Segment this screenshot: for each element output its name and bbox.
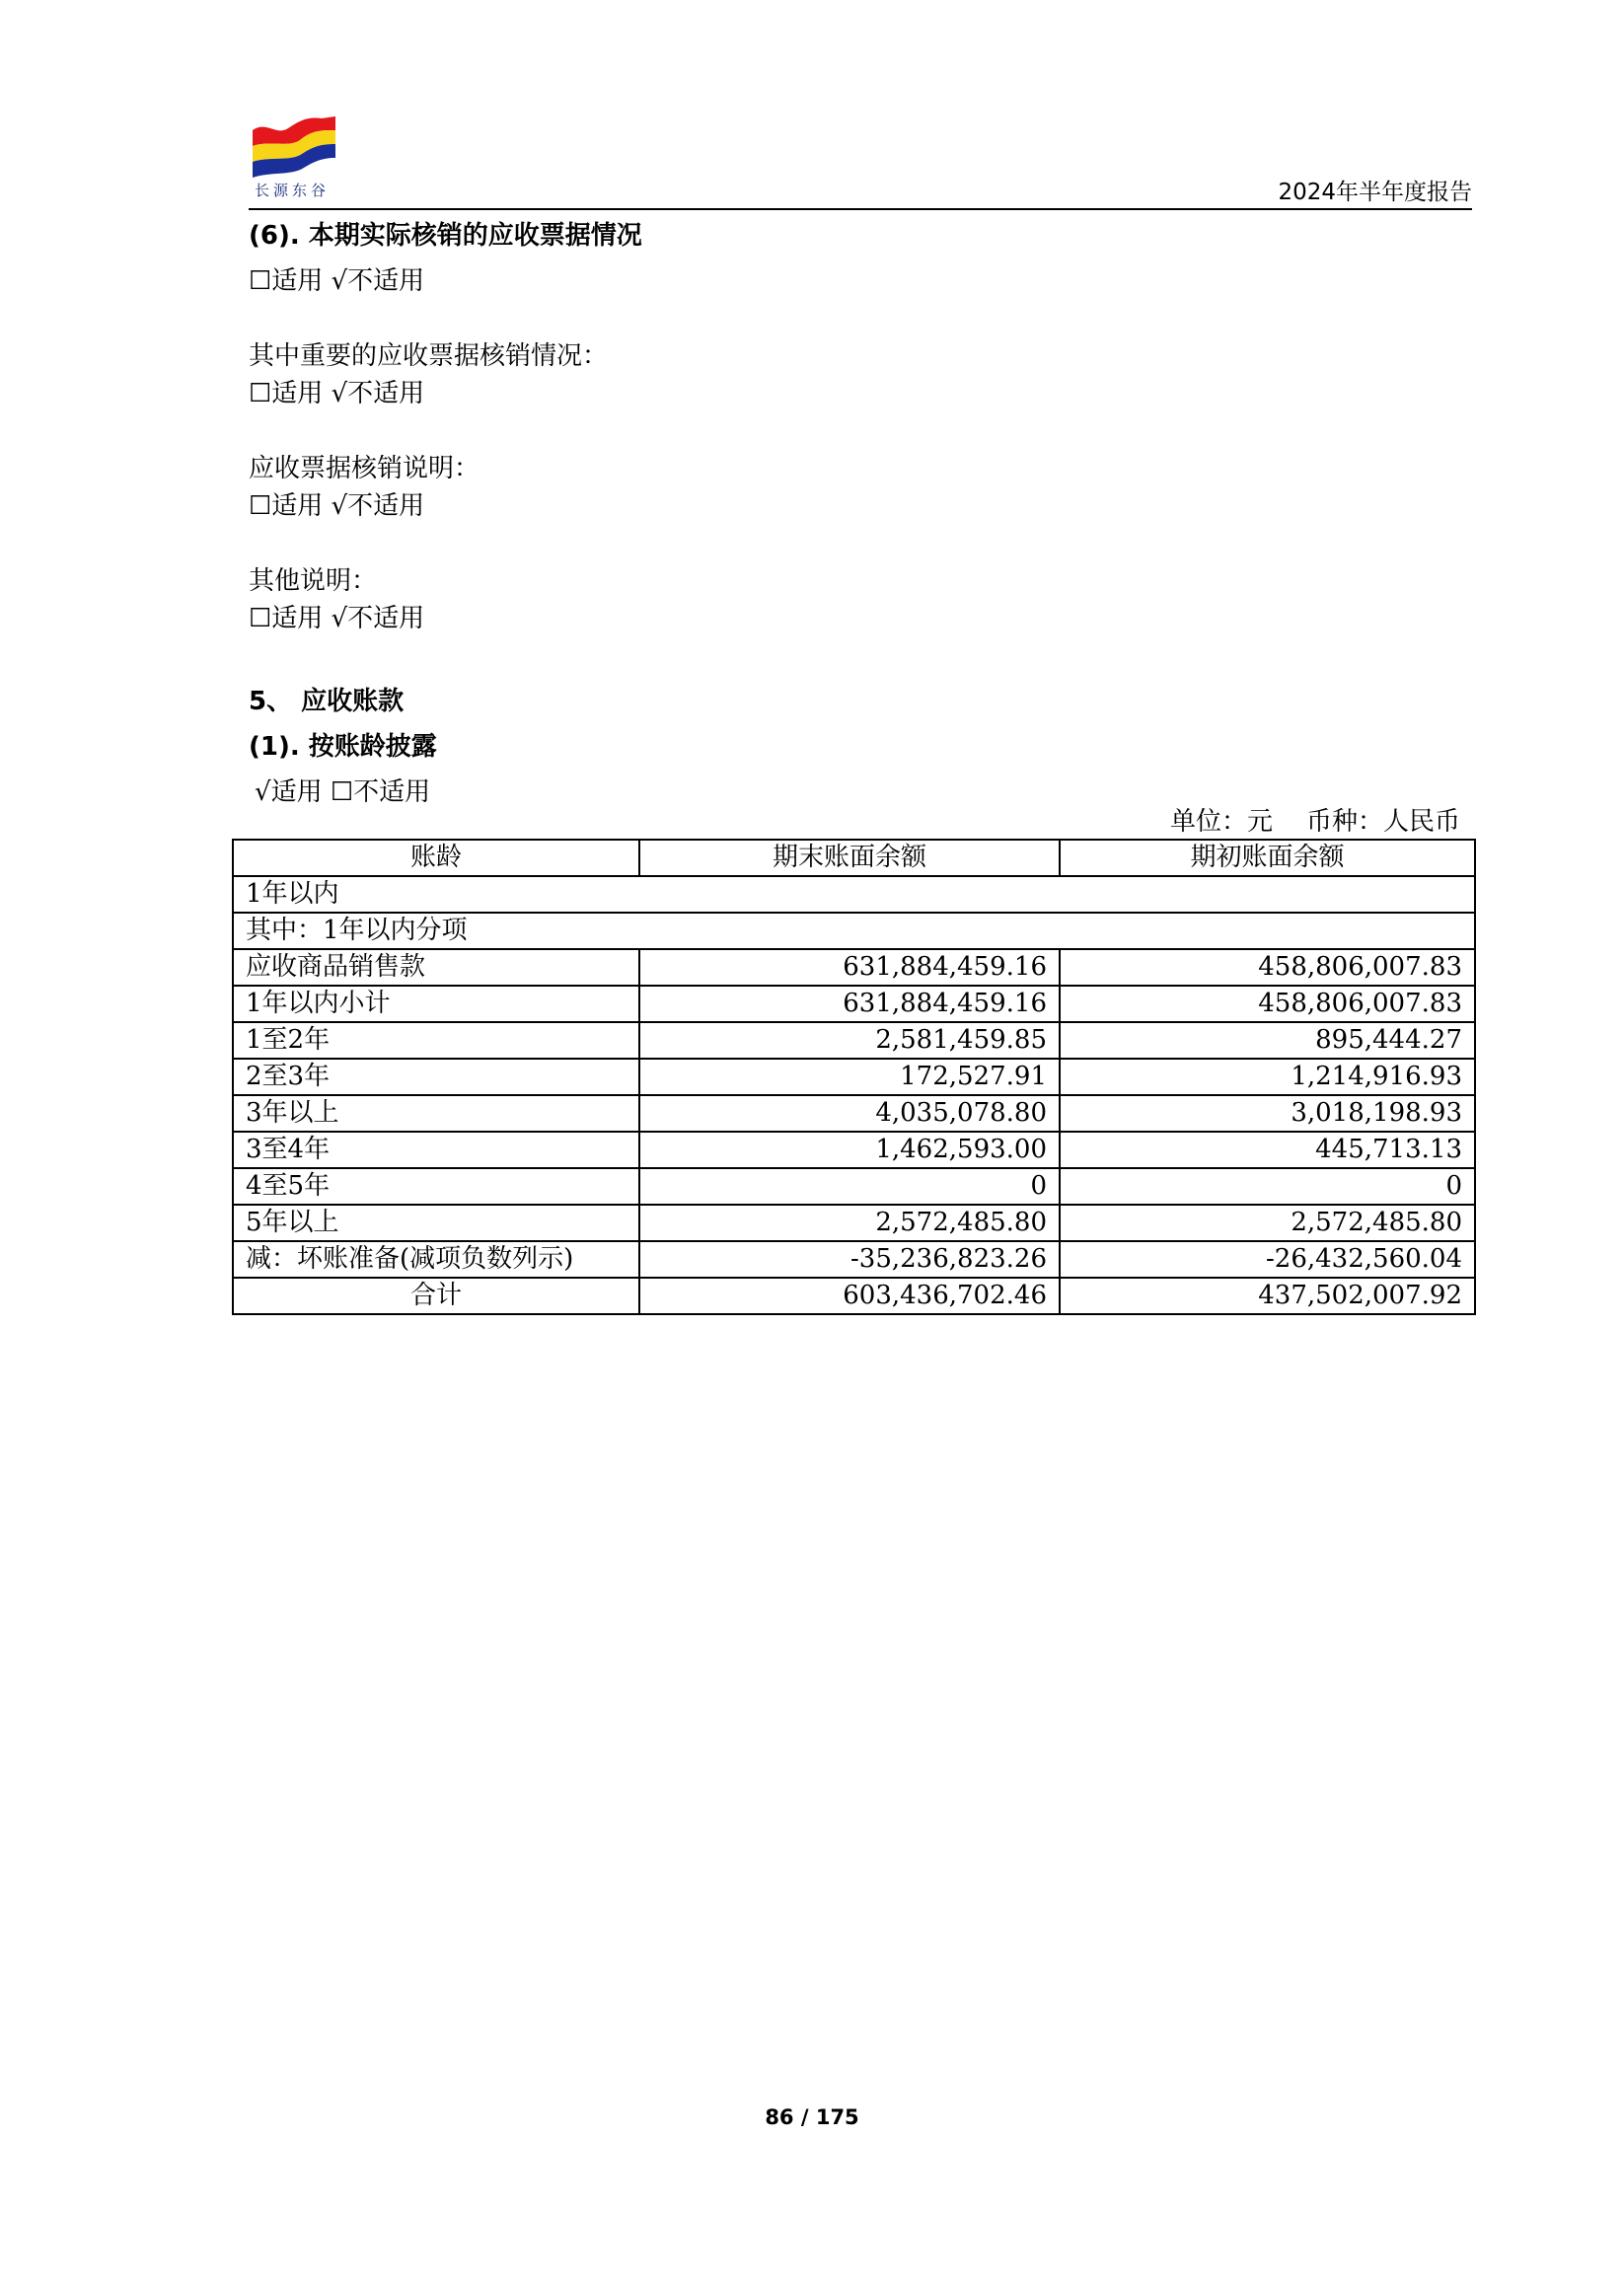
header-aging: 账龄 <box>233 840 639 876</box>
section-5-1-option: √适用 ☐不适用 <box>255 777 431 807</box>
table-row <box>233 1205 1475 1241</box>
row-ending-value: 631,884,459.16 <box>639 986 1060 1022</box>
table-row <box>233 1168 1475 1205</box>
table-row <box>233 1022 1475 1059</box>
writeoff-explain-option: ☐适用 √不适用 <box>249 491 425 521</box>
logo-caption: 长源东谷 <box>255 182 331 199</box>
row-ending-value: 2,581,459.85 <box>639 1022 1060 1059</box>
section-5-1-title: (1). 按账龄披露 <box>249 732 437 762</box>
unit-line <box>1170 801 1460 838</box>
row-label: 4至5年 <box>233 1168 639 1205</box>
table-row <box>233 949 1475 986</box>
row-beginning-value: 3,018,198.93 <box>1060 1095 1475 1132</box>
section-5-title: 5、 应收账款 <box>249 687 405 716</box>
header-divider <box>249 208 1472 210</box>
row-beginning-value: 1,214,916.93 <box>1060 1059 1475 1095</box>
table-row <box>233 1059 1475 1095</box>
aging-table <box>232 839 1476 1315</box>
row-label: 3年以上 <box>233 1095 639 1132</box>
row-ending-value: 603,436,702.46 <box>639 1278 1060 1314</box>
row-beginning-value: 2,572,485.80 <box>1060 1205 1475 1241</box>
header-beginning-balance: 期初账面余额 <box>1060 840 1475 876</box>
section-6-title: (6). 本期实际核销的应收票据情况 <box>249 221 642 251</box>
row-label: 2至3年 <box>233 1059 639 1095</box>
row-label: 1年以内 <box>233 876 1475 913</box>
row-label: 5年以上 <box>233 1205 639 1241</box>
table-row <box>233 913 1475 949</box>
table-row <box>233 1241 1475 1278</box>
currency-label: 币种：人民币 <box>1305 807 1460 837</box>
other-notes-option: ☐适用 √不适用 <box>249 604 425 633</box>
page-number: 86 / 175 <box>765 2105 859 2129</box>
row-ending-value: 1,462,593.00 <box>639 1132 1060 1168</box>
row-ending-value: 172,527.91 <box>639 1059 1060 1095</box>
row-beginning-value: 0 <box>1060 1168 1475 1205</box>
row-ending-value: 0 <box>639 1168 1060 1205</box>
important-writeoff-option: ☐适用 √不适用 <box>249 379 425 408</box>
row-ending-value: 2,572,485.80 <box>639 1205 1060 1241</box>
row-ending-value: -35,236,823.26 <box>639 1241 1060 1278</box>
row-label: 减：坏账准备(减项负数列示) <box>233 1241 639 1278</box>
row-ending-value: 4,035,078.80 <box>639 1095 1060 1132</box>
row-label: 3至4年 <box>233 1132 639 1168</box>
table-row <box>233 876 1475 913</box>
row-beginning-value: -26,432,560.04 <box>1060 1241 1475 1278</box>
table-row <box>233 1095 1475 1132</box>
header-ending-balance: 期末账面余额 <box>639 840 1060 876</box>
unit-label: 单位：元 <box>1169 807 1273 837</box>
row-ending-value: 631,884,459.16 <box>639 949 1060 986</box>
row-label: 1年以内小计 <box>233 986 639 1022</box>
writeoff-explain-label: 应收票据核销说明： <box>249 454 480 483</box>
report-title: 2024年半年度报告 <box>1278 180 1472 205</box>
table-header-row <box>233 840 1475 876</box>
other-notes-label: 其他说明： <box>249 566 378 596</box>
row-beginning-value: 458,806,007.83 <box>1060 949 1475 986</box>
row-label: 1至2年 <box>233 1022 639 1059</box>
table-total-row <box>233 1278 1475 1314</box>
important-writeoff-label: 其中重要的应收票据核销情况： <box>249 341 609 371</box>
row-beginning-value: 895,444.27 <box>1060 1022 1475 1059</box>
table-row <box>233 986 1475 1022</box>
row-label: 合计 <box>233 1278 639 1314</box>
row-label: 应收商品销售款 <box>233 949 639 986</box>
row-beginning-value: 458,806,007.83 <box>1060 986 1475 1022</box>
section-6-option: ☐适用 √不适用 <box>249 266 425 296</box>
row-beginning-value: 445,713.13 <box>1060 1132 1475 1168</box>
row-label: 其中：1年以内分项 <box>233 913 1475 949</box>
row-beginning-value: 437,502,007.92 <box>1060 1278 1475 1314</box>
table-row <box>233 1132 1475 1168</box>
